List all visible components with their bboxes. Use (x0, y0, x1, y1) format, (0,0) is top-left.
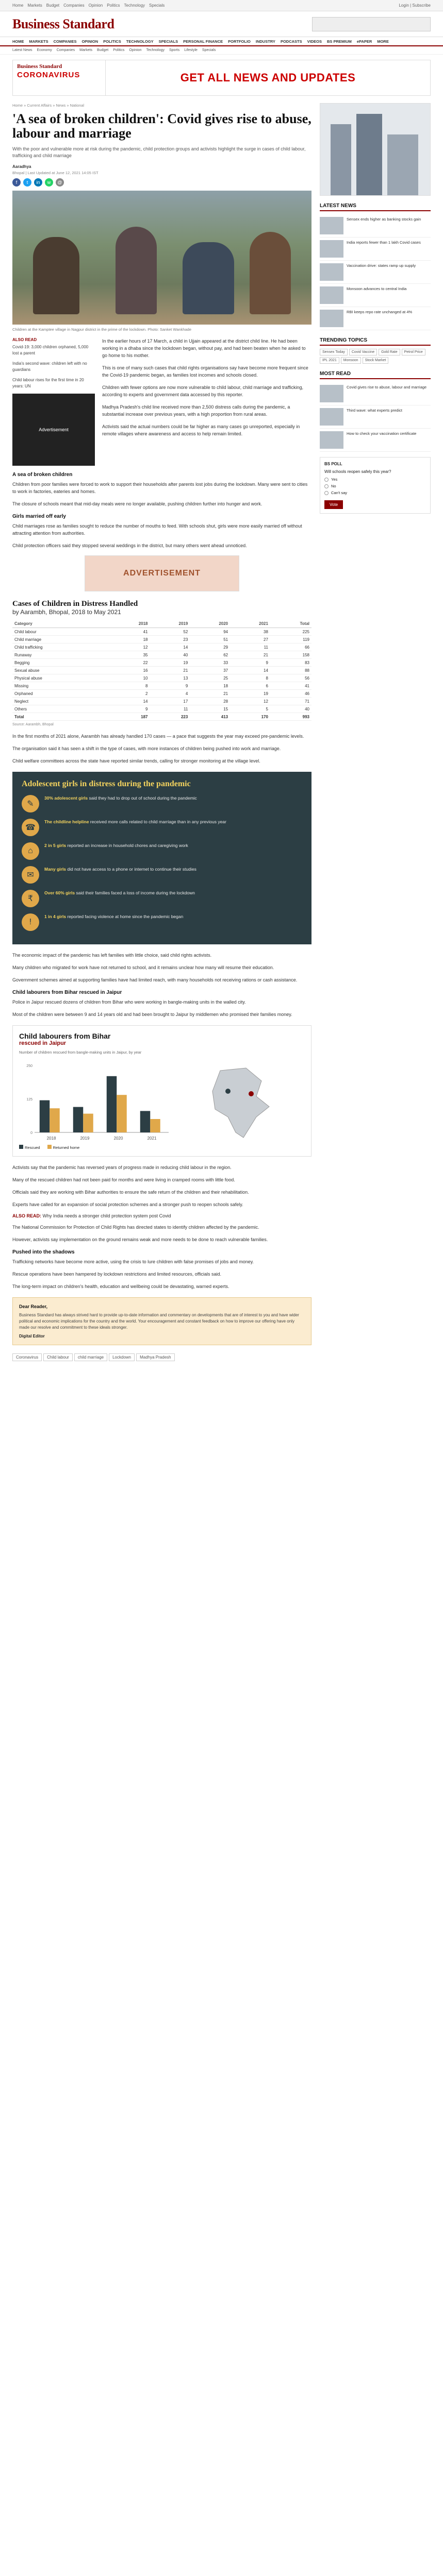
also-read-item[interactable]: Covid-19: 3,000 children orphaned, 5,000 lost a parent (12, 345, 89, 355)
nav-item[interactable]: OPINION (81, 39, 99, 44)
paragraph: Most of the children were between 9 and 14 years old and had been brought to Jaipur by middlemen who promised their families money. (12, 1012, 292, 1017)
table-cell: Orphaned (12, 690, 110, 698)
table-cell: 27 (230, 636, 270, 643)
share-row (12, 178, 311, 187)
subnav-item[interactable]: Lifestyle (184, 48, 198, 52)
paragraph: Rescue operations have been hampered by lockdown restrictions and limited resources, officials said. (12, 1272, 222, 1277)
table-row (12, 651, 311, 659)
table-row (12, 636, 311, 643)
table-cell: 62 (190, 651, 230, 659)
section-heading: Child labourers from Bihar rescued in Jaipur (12, 990, 122, 995)
nav-item[interactable]: MARKETS (29, 39, 48, 44)
infographic-icon: ⌂ (22, 842, 39, 860)
also-read-label: ALSO READ (12, 337, 37, 342)
top-strip-link[interactable]: Politics (107, 3, 120, 8)
bar-returned-home-2018 (50, 1108, 60, 1132)
trending-tag[interactable]: Covid Vaccine (349, 349, 377, 355)
news-headline: Third wave: what experts predict (347, 408, 402, 413)
poll-question: Will schools reopen safely this year? (324, 469, 391, 474)
table-header: Category (12, 620, 110, 628)
table-cell: 56 (270, 674, 311, 682)
nav-item[interactable]: HOME (12, 39, 24, 44)
tag-chip[interactable]: Lockdown (109, 1353, 135, 1361)
table-cell: 170 (230, 713, 270, 721)
table-cell: 41 (270, 682, 311, 690)
news-thumbnail (320, 408, 343, 426)
bar-rescued-2018 (40, 1100, 50, 1132)
table-cell: 10 (110, 674, 150, 682)
subnav-item[interactable]: Sports (169, 48, 180, 52)
table-cell: 993 (270, 713, 311, 721)
table-cell: 16 (110, 667, 150, 674)
subnav-item[interactable]: Economy (37, 48, 52, 52)
table-cell: Sexual abuse (12, 667, 110, 674)
infographic-icon: ✉ (22, 866, 39, 884)
news-headline: Vaccination drive: states ramp up supply (347, 263, 416, 268)
paragraph: Officials said they are working with Bihar authorities to ensure the safe return of the children and their rehabilitation. (12, 1190, 249, 1195)
section-heading: A sea of broken children (12, 472, 73, 478)
table-cell: 158 (270, 651, 311, 659)
table-row (12, 667, 311, 674)
section-heading: Girls married off early (12, 514, 66, 519)
nav-item[interactable]: PODCASTS (280, 39, 302, 44)
infographic-text: The childline helpline received more calls related to child marriage than in any previous year (44, 819, 226, 824)
table-cell: Neglect (12, 698, 110, 705)
nav-item[interactable]: ePAPER (356, 39, 372, 44)
top-strip-link[interactable]: Markets (27, 3, 42, 8)
trending-heading: TRENDING TOPICS (320, 337, 431, 346)
table-cell: 38 (230, 628, 270, 636)
paragraph: In the first months of 2021 alone, Aarambh has already handled 170 cases — a pace that suggests the year may exceed pre-pandemic levels. (12, 734, 304, 739)
nav-item[interactable]: PERSONAL FINANCE (183, 39, 223, 44)
paragraph: Activists said the actual numbers could be far higher as many cases go unreported, especially in remote villages where awareness and access to help remain limited. (102, 424, 300, 436)
paragraph: The long-term impact on children's health, education and wellbeing could be devastating, warned experts. (12, 1284, 229, 1289)
table-cell: 94 (190, 628, 230, 636)
table-cell: 41 (110, 628, 150, 636)
inline-side-ad[interactable]: Advertisement (12, 394, 95, 466)
paragraph: The closure of schools meant that mid-day meals were no longer available, pushing children further into hunger and work. (12, 501, 262, 506)
table-cell: 33 (190, 659, 230, 667)
bihar-title: Child labourers from Bihar (19, 1032, 111, 1040)
india-map-icon (184, 1060, 287, 1143)
table-cell: 119 (270, 636, 311, 643)
table-cell: 9 (150, 682, 190, 690)
byline[interactable]: Aaradhya (12, 164, 31, 169)
bar-returned-home-2021 (150, 1119, 160, 1132)
subnav-item[interactable]: Specials (202, 48, 216, 52)
also-read-item[interactable]: India's second wave: children left with no guardians (12, 361, 87, 372)
y-tick-label: 125 (26, 1098, 32, 1101)
table-cell: 71 (270, 698, 311, 705)
facebook-icon[interactable]: f (12, 178, 21, 187)
table-cell: 52 (150, 628, 190, 636)
inline-ad-label: ADVERTISEMENT (123, 569, 201, 578)
main-column (12, 103, 311, 1366)
paragraph: Police in Jaipur rescued dozens of children from Bihar who were working in bangle-making units in the walled city. (12, 999, 246, 1005)
email-icon[interactable]: @ (56, 178, 64, 187)
top-strip (0, 0, 443, 11)
paragraph: This is one of many such cases that child rights organisations say have become more frequent since the Covid-19 pandemic began, as families lost incomes and schools closed. (102, 365, 308, 378)
masthead (0, 11, 443, 37)
paragraph: Children with fewer options are now more vulnerable to child labour, child marriage and trafficking, according to experts and government data accessed by this reporter. (102, 385, 304, 397)
latest-news-item[interactable] (320, 214, 431, 238)
paragraph: Child welfare committees across the state have reported similar trends, calling for stronger monitoring at the village level. (12, 758, 260, 764)
nav-item[interactable]: BS PREMIUM (326, 39, 352, 44)
table-row (12, 705, 311, 713)
table-cell: 19 (230, 690, 270, 698)
trending-tag[interactable]: Petrol Price (402, 349, 425, 355)
y-tick-label: 250 (26, 1064, 32, 1068)
poll-title: BS POLL (324, 462, 342, 466)
paragraph: Trafficking networks have become more active, using the crisis to lure children with false promises of jobs and money. (12, 1259, 254, 1264)
nav-item[interactable]: INDUSTRY (255, 39, 275, 44)
paragraph: Activists say that the pandemic has reversed years of progress made in reducing child labour in the region. (12, 1165, 232, 1170)
table-cell: 25 (190, 674, 230, 682)
reader-message-text: Business Standard has always strived hard to provide up-to-date information and commentary on developments that are of interest to you and have wider political and economic implications for the country and the world. Your encouragement and constant feedback on how to improve our offering have only made our resolve and commitment to these ideals stronger. (19, 1313, 299, 1330)
sub-nav (0, 46, 443, 55)
trending-tag[interactable]: Sensex Today (320, 349, 348, 355)
infographic-row (22, 842, 302, 860)
latest-news-item[interactable] (320, 284, 431, 307)
bar-returned-home-2020 (117, 1095, 127, 1132)
table-row (12, 628, 311, 636)
most-read-item[interactable] (320, 429, 431, 452)
table-cell: Child marriage (12, 636, 110, 643)
reader-message (12, 1297, 311, 1345)
reader-message-signature: Digital Editor (19, 1334, 45, 1338)
table-cell: 225 (270, 628, 311, 636)
paragraph: Many of the rescued children had not been paid for months and were living in cramped rooms with little food. (12, 1177, 235, 1182)
table-row (12, 690, 311, 698)
bihar-chart (19, 1060, 174, 1143)
article-body-top (12, 337, 311, 466)
table-cell: 46 (270, 690, 311, 698)
legend-returned: Returned home (47, 1145, 80, 1150)
sidebar-ad[interactable] (320, 103, 431, 196)
infographic-icon: ₹ (22, 890, 39, 907)
news-thumbnail (320, 217, 343, 234)
table-cell: Missing (12, 682, 110, 690)
table-cell: 37 (190, 667, 230, 674)
most-read-item[interactable] (320, 405, 431, 429)
table-header: 2020 (190, 620, 230, 628)
subnav-item[interactable]: Companies (56, 48, 75, 52)
table-header: 2018 (110, 620, 150, 628)
table-note: Source: Aarambh, Bhopal (12, 723, 54, 726)
table-cell: 18 (110, 636, 150, 643)
table-cell: 29 (190, 643, 230, 651)
trending-tag[interactable]: Stock Market (363, 357, 389, 364)
news-headline: Monsoon advances to central India (347, 286, 407, 291)
table-cell: 14 (110, 698, 150, 705)
paragraph: The organisation said it has seen a shift in the type of cases, with more instances of children being pushed into work and marriage. (12, 746, 281, 751)
table-cell: Runaway (12, 651, 110, 659)
latest-news-item[interactable] (320, 261, 431, 284)
y-tick-label: 0 (30, 1131, 32, 1135)
infographic-row (22, 890, 302, 907)
table-cell: 13 (150, 674, 190, 682)
table-cell: 17 (150, 698, 190, 705)
table-row (12, 674, 311, 682)
table-cell: 22 (110, 659, 150, 667)
subnav-item[interactable]: Technology (146, 48, 165, 52)
top-strip-links (12, 3, 169, 8)
news-thumbnail (320, 286, 343, 304)
latest-news-item[interactable] (320, 307, 431, 330)
table-cell: 5 (230, 705, 270, 713)
whatsapp-icon[interactable]: w (45, 178, 53, 187)
table-cell: 40 (150, 651, 190, 659)
news-thumbnail (320, 240, 343, 258)
x-tick-label: 2018 (46, 1136, 56, 1141)
paragraph: Government schemes aimed at supporting families have had limited reach, with many households not receiving rations or cash assistance. (12, 977, 298, 982)
banner-cta[interactable]: GET ALL NEWS AND UPDATES (106, 60, 430, 95)
table-cell: 4 (150, 690, 190, 698)
infographic-text: 2 in 5 girls reported an increase in household chores and caregiving work (44, 843, 188, 848)
nav-item[interactable]: SPECIALS (158, 39, 178, 44)
table-row (12, 643, 311, 651)
table-cell: 83 (270, 659, 311, 667)
top-strip-link[interactable]: Budget (46, 3, 60, 8)
header-ad[interactable] (312, 17, 431, 31)
table-cell: 413 (190, 713, 230, 721)
paragraph: Many children who migrated for work have not returned to school, and it remains unclear how many will resume their education. (12, 965, 274, 970)
related-link[interactable]: ALSO READ: Why India needs a stronger child protection system post Covid (12, 1213, 171, 1218)
banner-left (13, 60, 106, 95)
paragraph: The economic impact of the pandemic has left families with little choice, said child rights activists. (12, 953, 212, 958)
infographic-row (22, 913, 302, 931)
bihar-graphic (12, 1025, 311, 1157)
table-cell: 8 (230, 674, 270, 682)
paragraph: Madhya Pradesh's child line received more than 2,500 distress calls during the pandemic, a substantial increase over previous years, with a high proportion from rural areas. (102, 404, 290, 417)
news-thumbnail (320, 385, 343, 402)
dateline: Bhopal | Last Updated at June 12, 2021 14:05 IST (12, 171, 99, 175)
tag-chip[interactable]: Child labour (43, 1353, 73, 1361)
bar-rescued-2020 (107, 1076, 117, 1132)
table-cell: 12 (230, 698, 270, 705)
banner-ad[interactable] (12, 60, 431, 96)
tag-chip[interactable]: child marriage (74, 1353, 107, 1361)
banner-topic: CORONAVIRUS (17, 71, 80, 79)
article-tags (12, 1352, 311, 1362)
table-header: 2019 (150, 620, 190, 628)
paragraph: However, activists say implementation on the ground remains weak and more needs to be done to reach vulnerable families. (12, 1237, 268, 1242)
table-cell: 23 (150, 636, 190, 643)
nav-item[interactable]: COMPANIES (53, 39, 77, 44)
poll-box (320, 457, 431, 514)
news-headline: RBI keeps repo rate unchanged at 4% (347, 310, 413, 314)
paragraph: Child protection officers said they stopped several weddings in the district, but many others went ahead unnoticed. (12, 543, 247, 548)
news-headline: Sensex ends higher as banking stocks gain (347, 217, 421, 222)
x-tick-label: 2019 (80, 1136, 90, 1141)
table-row (12, 698, 311, 705)
table-cell: 14 (230, 667, 270, 674)
subnav-item[interactable]: Latest News (12, 48, 32, 52)
table-cell: 9 (110, 705, 150, 713)
vote-button[interactable]: Vote (324, 500, 343, 509)
also-read-item[interactable]: Child labour rises for the first time in 20 years: UN (12, 378, 84, 388)
table-row (12, 682, 311, 690)
paragraph: Child marriages rose as families sought to reduce the number of mouths to feed. With schools shut, girls were more easily married off without attracting attention from authorities. (12, 523, 302, 536)
table-cell: 6 (230, 682, 270, 690)
table-cell: 223 (150, 713, 190, 721)
bar-rescued-2021 (140, 1111, 151, 1132)
standfirst: With the poor and vulnerable more at risk during the pandemic, child protection groups and activists highlight the surge in cases of child labour, trafficking and child marriage (12, 146, 306, 158)
table-cell: 35 (110, 651, 150, 659)
nav-item[interactable]: TECHNOLOGY (126, 39, 154, 44)
poll-option[interactable]: Yes (324, 477, 426, 482)
nav-item[interactable]: MORE (377, 39, 389, 44)
table-cell: Begging (12, 659, 110, 667)
table-cell: 8 (110, 682, 150, 690)
table-cell: Total (12, 713, 110, 721)
x-tick-label: 2021 (147, 1136, 157, 1141)
bar-returned-home-2019 (83, 1114, 93, 1132)
table-cell: Child labour (12, 628, 110, 636)
table-cell: 28 (190, 698, 230, 705)
news-headline: India reports fewer than 1 lakh Covid cases (347, 240, 421, 245)
table-header: Total (270, 620, 311, 628)
infographic-icon: ! (22, 913, 39, 931)
news-thumbnail (320, 310, 343, 327)
table-cell: 21 (230, 651, 270, 659)
trending-tag[interactable]: Monsoon (341, 357, 361, 364)
paragraph: Experts have called for an expansion of social protection schemes and a stronger push to reopen schools safely. (12, 1202, 243, 1207)
table-cell: Child trafficking (12, 643, 110, 651)
page-title: 'A sea of broken children': Covid gives rise to abuse, labour and marriage (12, 111, 311, 141)
infographic-text: Many girls did not have access to a phone or internet to continue their studies (44, 867, 196, 872)
table-cell: 51 (190, 636, 230, 643)
table-row (12, 713, 311, 721)
table-cell: 66 (270, 643, 311, 651)
reader-message-head: Dear Reader, (19, 1304, 48, 1309)
paragraph: Children from poor families were forced to work to support their households after parents lost jobs during the lockdown. Many were sent to cities to work in factories, eateries and homes. (12, 482, 308, 494)
table-cell: 9 (230, 659, 270, 667)
nav-item[interactable]: POLITICS (103, 39, 121, 44)
cases-table (12, 620, 311, 721)
infographic-row (22, 866, 302, 884)
news-headline: How to check your vaccination certificate (347, 431, 417, 436)
table-cell: 2 (110, 690, 150, 698)
tag-chip[interactable]: Madhya Pradesh (136, 1353, 174, 1361)
infographic-icon: ✎ (22, 795, 39, 812)
table-cell: 21 (190, 690, 230, 698)
poll-option[interactable]: Can't say (324, 490, 426, 495)
infographic-row (22, 795, 302, 812)
subnav-item[interactable]: Opinion (129, 48, 142, 52)
trending-tag[interactable]: Gold Rate (379, 349, 400, 355)
most-read-heading: MOST READ (320, 371, 431, 379)
site-logo[interactable]: Business Standard (12, 16, 114, 31)
trending-tag[interactable]: IPL 2021 (320, 357, 339, 364)
lead-photo (12, 191, 311, 325)
main-nav (0, 37, 443, 46)
table-cell: 40 (270, 705, 311, 713)
table-title: Cases of Children in Distress Handled (12, 600, 138, 608)
photo-caption: Children at the Kamptee village in Nagpur district in the prime of the lockdown. Photo: Sanket Wankhade (12, 327, 191, 332)
linkedin-icon[interactable]: in (34, 178, 42, 187)
top-strip-link[interactable]: Technology (124, 3, 145, 8)
table-cell: Others (12, 705, 110, 713)
news-thumbnail (320, 263, 343, 281)
subnav-item[interactable]: Budget (97, 48, 109, 52)
most-read-item[interactable] (320, 382, 431, 405)
latest-news-heading: LATEST NEWS (320, 203, 431, 211)
table-cell: 187 (110, 713, 150, 721)
legend-rescued: Rescued (19, 1145, 40, 1150)
paragraph: In the earlier hours of 17 March, a child in Ujjain appeared at the district child line. He had been working in a dhaba since the lockdown began, without pay, and had been beaten when he asked to go home to his mother. (102, 338, 306, 358)
banner-brand: Business Standard (17, 63, 62, 70)
bihar-subtitle: rescued in Jaipur (19, 1040, 67, 1046)
nav-item[interactable]: VIDEOS (307, 39, 322, 44)
subnav-item[interactable]: Markets (79, 48, 93, 52)
login-link[interactable]: Login | Subscribe (399, 3, 431, 8)
section-heading: Pushed into the shadows (12, 1249, 75, 1255)
top-strip-link[interactable]: Opinion (88, 3, 103, 8)
news-thumbnail (320, 431, 343, 449)
table-cell: 21 (150, 667, 190, 674)
table-header: 2021 (230, 620, 270, 628)
table-cell: 12 (110, 643, 150, 651)
bar-rescued-2019 (73, 1107, 84, 1132)
x-tick-label: 2020 (113, 1136, 123, 1141)
twitter-icon[interactable]: t (23, 178, 31, 187)
table-cell: 14 (150, 643, 190, 651)
also-read-box (12, 337, 95, 466)
table-cell: 11 (230, 643, 270, 651)
table-cell: 11 (150, 705, 190, 713)
infographic-icon: ☎ (22, 819, 39, 836)
article-text (102, 337, 311, 466)
infographic (12, 772, 311, 944)
subnav-item[interactable]: Politics (113, 48, 125, 52)
infographic-text: 30% adolescent girls said they had to drop out of school during the pandemic (44, 795, 197, 801)
top-strip-link[interactable]: Home (12, 3, 24, 8)
infographic-title: Adolescent girls in distress during the pandemic (22, 779, 191, 788)
table-row (12, 659, 311, 667)
table-cell: 18 (190, 682, 230, 690)
paragraph: The National Commission for Protection of Child Rights has directed states to identify children affected by the pandemic. (12, 1225, 259, 1230)
inline-ad[interactable] (85, 555, 239, 591)
poll-option[interactable]: No (324, 484, 426, 488)
infographic-text: Over 60% girls said their families faced a loss of income during the lockdown (44, 890, 195, 895)
infographic-text: 1 in 4 girls reported facing violence at home since the pandemic began (44, 914, 184, 919)
latest-news-item[interactable] (320, 238, 431, 261)
top-strip-link[interactable]: Specials (149, 3, 165, 8)
table-cell: 88 (270, 667, 311, 674)
table-cell: 15 (190, 705, 230, 713)
tag-chip[interactable]: Coronavirus (12, 1353, 42, 1361)
nav-item[interactable]: PORTFOLIO (228, 39, 251, 44)
right-sidebar (320, 103, 431, 514)
news-headline: Covid gives rise to abuse, labour and marriage (347, 385, 427, 389)
breadcrumb[interactable]: Home » Current Affairs » News » National (12, 103, 85, 108)
table-subtitle: by Aarambh, Bhopal, 2018 to May 2021 (12, 608, 121, 616)
bihar-note: Number of children rescued from bangle-making units in Jaipur, by year (19, 1050, 142, 1055)
table-cell: Physical abuse (12, 674, 110, 682)
table-cell: 19 (150, 659, 190, 667)
top-strip-link[interactable]: Companies (63, 3, 85, 8)
infographic-row (22, 819, 302, 836)
